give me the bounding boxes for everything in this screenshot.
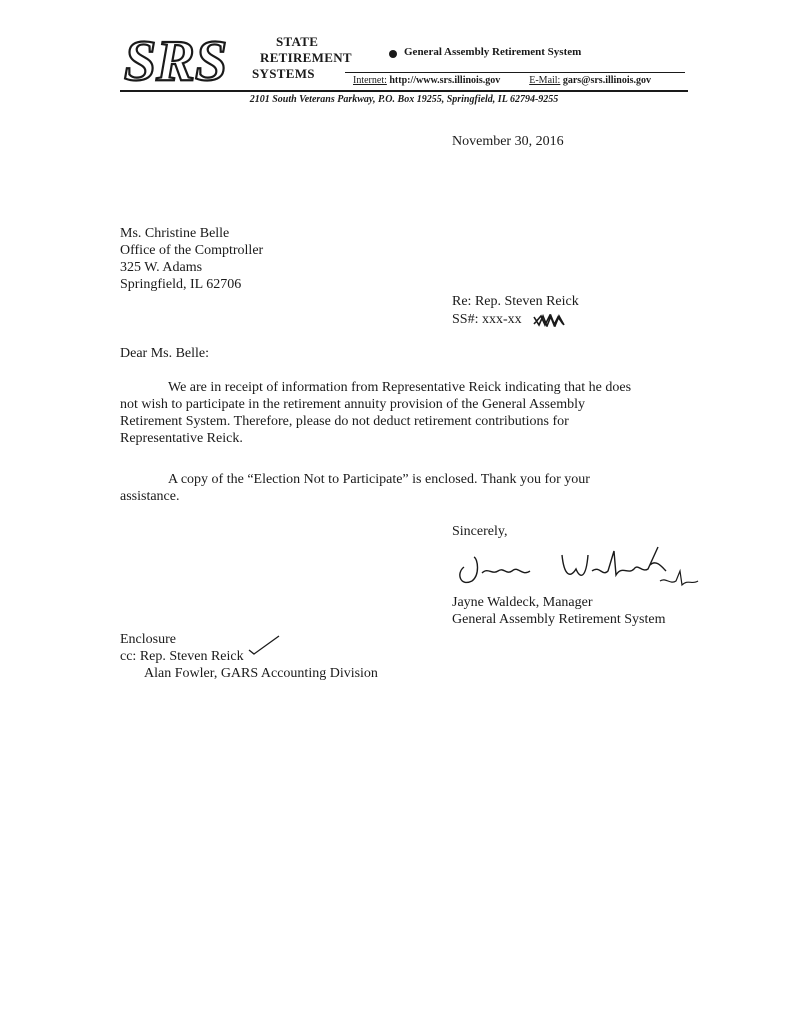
paragraph-line: We are in receipt of information from Representative Reick indicating that he does bbox=[168, 380, 632, 395]
paragraph-line: Retirement System. Therefore, please do not deduct retirement contributions for bbox=[120, 414, 569, 429]
signer-name-title: Jayne Waldeck, Manager bbox=[452, 595, 593, 610]
paragraph-line: A copy of the “Election Not to Participate” is enclosed. Thank you for your bbox=[168, 472, 590, 487]
handwritten-signature bbox=[452, 545, 702, 595]
re-line: Re: Rep. Steven Reick bbox=[452, 294, 579, 309]
letter-date: November 30, 2016 bbox=[452, 134, 564, 149]
paragraph-line: Representative Reick. bbox=[120, 431, 243, 446]
letterhead-divider-short bbox=[345, 72, 685, 73]
recipient-street: 325 W. Adams bbox=[120, 260, 203, 275]
letterhead-rule bbox=[120, 90, 688, 92]
system-name: General Assembly Retirement System bbox=[404, 46, 582, 58]
recipient-office: Office of the Comptroller bbox=[120, 243, 264, 258]
email-label: E-Mail: bbox=[529, 75, 561, 86]
salutation: Dear Ms. Belle: bbox=[120, 346, 210, 361]
org-line-3: SYSTEMS bbox=[252, 66, 315, 81]
email-address[interactable]: gars@srs.illinois.gov bbox=[562, 75, 652, 86]
org-line-2: RETIREMENT bbox=[260, 50, 352, 65]
bullet-icon bbox=[389, 50, 397, 58]
cc-line-2: Alan Fowler, GARS Accounting Division bbox=[144, 666, 378, 681]
redaction-scribble bbox=[533, 314, 565, 327]
contact-line bbox=[353, 75, 651, 86]
paragraph-line: assistance. bbox=[120, 489, 180, 504]
checkmark-icon bbox=[247, 634, 281, 656]
body-paragraph-1 bbox=[120, 379, 650, 447]
recipient-name: Ms. Christine Belle bbox=[120, 226, 230, 241]
body-paragraph-2 bbox=[120, 471, 650, 505]
internet-label: Internet: bbox=[353, 75, 387, 86]
recipient-city: Springfield, IL 62706 bbox=[120, 277, 242, 292]
srs-logo bbox=[120, 30, 250, 90]
letterhead-address: 2101 South Veterans Parkway, P.O. Box 19255, Springfield, IL 62794-9255 bbox=[249, 94, 559, 105]
organization-name bbox=[252, 34, 352, 82]
logo-lettering: SRS bbox=[124, 30, 228, 90]
cc-line-1: cc: Rep. Steven Reick bbox=[120, 649, 244, 664]
signer-organization: General Assembly Retirement System bbox=[452, 612, 666, 627]
paragraph-line: not wish to participate in the retirement annuity provision of the General Assembly bbox=[120, 397, 586, 412]
enclosure-note: Enclosure bbox=[120, 632, 176, 647]
ss-line: SS#: xxx-xx bbox=[452, 312, 522, 327]
closing: Sincerely, bbox=[452, 524, 508, 539]
internet-url[interactable]: http://www.srs.illinois.gov bbox=[389, 75, 501, 86]
org-line-1: STATE bbox=[276, 34, 319, 49]
recipient-address bbox=[120, 225, 263, 293]
